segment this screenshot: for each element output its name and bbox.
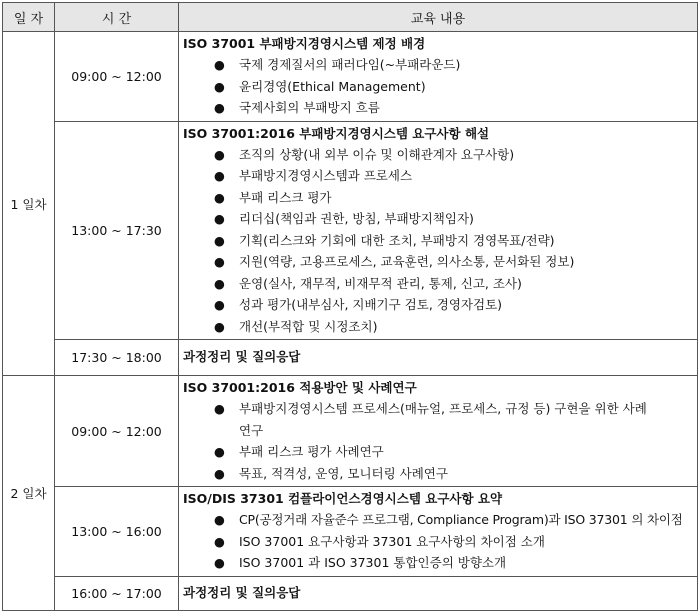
list-item: ● 목표, 적격성, 운영, 모니터링 사례연구	[183, 463, 693, 485]
header-time: 시 간	[55, 3, 179, 32]
session-title: ISO 37001 부패방지경영시스템 제정 배경	[183, 36, 426, 51]
bullet-icon: ●	[214, 318, 225, 334]
schedule-table	[2, 2, 698, 611]
time-cell: 13:00 ~ 16:00	[55, 487, 179, 577]
bullet-icon: ●	[214, 78, 225, 94]
list-item: ● ISO 37001 요구사항과 37301 요구사항의 차이점 소개	[183, 531, 693, 553]
item-list	[183, 144, 693, 338]
bullet-icon: ●	[214, 401, 225, 416]
session-title: 과정정리 및 질의응답	[183, 349, 301, 364]
bullet-icon: ●	[214, 555, 225, 570]
list-item: ● 국제사회의 부패방지 흐름	[183, 97, 693, 119]
bullet-icon: ●	[214, 146, 225, 162]
list-item: ● 리더십(책임과 권한, 방침, 부패방지책임자)	[183, 208, 693, 230]
schedule-row	[3, 576, 698, 610]
time-cell: 13:00 ~ 17:30	[55, 121, 179, 340]
list-item: ● 국제 경제질서의 패러다임(~부패라운드)	[183, 54, 693, 76]
time-cell: 17:30 ~ 18:00	[55, 340, 179, 376]
list-item: ● 지원(역량, 고용프로세스, 교육훈련, 의사소통, 문서화된 정보)	[183, 251, 693, 273]
session-title: ISO/DIS 37301 컴플라이언스경영시스템 요구사항 요약	[183, 491, 503, 506]
list-item: ● 부패방지경영시스템과 프로세스	[183, 165, 693, 187]
bullet-icon: ●	[214, 100, 225, 115]
bullet-icon: ●	[214, 465, 225, 481]
time-cell: 09:00 ~ 12:00	[55, 32, 179, 122]
bullet-icon: ●	[214, 168, 225, 183]
header-content: 교육 내용	[179, 3, 698, 32]
schedule-row	[3, 121, 698, 340]
list-item: ● 개선(부적합 및 시정조치)	[183, 316, 693, 338]
item-list	[183, 54, 693, 119]
bullet-icon: ●	[214, 254, 225, 269]
list-item: ● 부패방지경영시스템 프로세스(매뉴얼, 프로세스, 규정 등) 구현을 위한 사례연구	[183, 398, 693, 441]
content-cell	[179, 32, 698, 122]
bullet-icon: ●	[214, 444, 225, 459]
schedule-row	[3, 32, 698, 122]
list-item: ● ISO 37001 과 ISO 37301 통합인증의 방향소개	[183, 552, 693, 574]
bullet-icon: ●	[214, 232, 225, 248]
item-list	[183, 398, 693, 484]
header-row	[3, 3, 698, 32]
list-item: ● 부패 리스크 평가 사례연구	[183, 441, 693, 463]
bullet-icon: ●	[214, 189, 225, 205]
session-title: 과정정리 및 질의응답	[183, 584, 301, 600]
schedule-row	[3, 487, 698, 577]
list-item: ● CP(공정거래 자율준수 프로그램, Compliance Program)과 ISO 37301 의 차이점	[183, 509, 693, 531]
time-cell: 16:00 ~ 17:00	[55, 576, 179, 610]
list-item: ● 윤리경영(Ethical Management)	[183, 76, 693, 98]
list-item: ● 성과 평가(내부심사, 지배기구 검토, 경영자검토)	[183, 294, 693, 316]
schedule-row	[3, 376, 698, 487]
bullet-icon: ●	[214, 533, 225, 549]
content-cell	[179, 121, 698, 340]
content-cell	[179, 376, 698, 487]
bullet-icon: ●	[214, 297, 225, 312]
session-title: ISO 37001:2016 적용방안 및 사례연구	[183, 380, 417, 395]
time-cell: 09:00 ~ 12:00	[55, 376, 179, 487]
bullet-icon: ●	[214, 57, 225, 72]
item-list	[183, 509, 693, 574]
content-cell	[179, 576, 698, 610]
content-cell	[179, 487, 698, 577]
list-item: ● 조직의 상황(내 외부 이슈 및 이해관계자 요구사항)	[183, 144, 693, 166]
day-cell: 2 일차	[3, 376, 55, 611]
session-title: ISO 37001:2016 부패방지경영시스템 요구사항 해설	[183, 125, 490, 141]
day-cell: 1 일차	[3, 32, 55, 376]
content-cell	[179, 340, 698, 376]
schedule-row	[3, 340, 698, 376]
bullet-icon: ●	[214, 512, 225, 527]
list-item: ● 부패 리스크 평가	[183, 187, 693, 209]
list-item: ● 운영(실사, 재무적, 비재무적 관리, 통제, 신고, 조사)	[183, 273, 693, 295]
bullet-icon: ●	[214, 275, 225, 291]
bullet-icon: ●	[214, 211, 225, 226]
header-day: 일 자	[3, 3, 55, 32]
list-item: ● 기획(리스크와 기회에 대한 조치, 부패방지 경영목표/전략)	[183, 230, 693, 252]
